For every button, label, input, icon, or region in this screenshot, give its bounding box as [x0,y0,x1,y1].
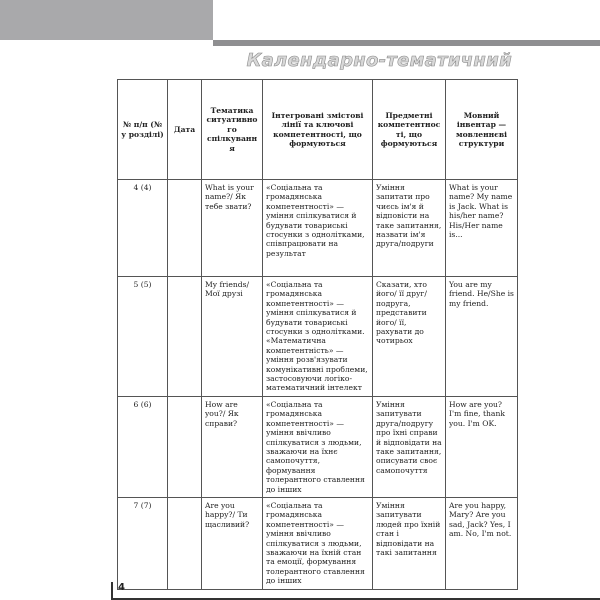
column-header-number: № п/п (№ у розділі) [118,80,168,180]
header-rule [213,40,600,46]
cell-number: 7 (7) [118,497,168,589]
cell-subject-competences: Сказати, хто його/ її друг/подруга, представити його/ її, рахувати до чотирьох [373,277,446,397]
page-title: Календарно-тематичний [246,50,512,71]
table-header-row [118,80,518,180]
page-number: 4 [118,582,125,593]
cell-topic: What is your name?/ Як тебе звати? [202,180,263,277]
table-row [118,277,518,397]
column-header-subject-competences: Предметні компетентності, що формуються [373,80,446,180]
cell-date [168,396,202,497]
cell-number: 6 (6) [118,396,168,497]
column-header-competences: Інтегровані змістові лінії та ключові компетентності, що формуються [263,80,373,180]
cell-subject-competences: Уміння запитати про чиєсь ім'я й відповісти на таке запитання, назвати ім'я друга/подруги [373,180,446,277]
cell-competences: «Соціальна та громадянська компетентності» — уміння ввічливо спілкуватися з людьми, зважаючи на їхній стан та емоції, формування толерантного ставлення до інших [263,497,373,589]
page-corner-mark [0,580,600,600]
cell-date [168,497,202,589]
cell-competences: «Соціальна та громадянська компетентності» — уміння спілкуватися й будувати товариські стосунки з однолітками. «Математична компетентність» — уміння розв'язувати комунікативні проблеми, застосовуючи логіко-математичний інтелект [263,277,373,397]
cell-subject-competences: Уміння запитувати друга/подругу про їхні справи й відповідати на таке запитання, описувати своє самопочуття [373,396,446,497]
column-header-topic: Тематика ситуативного спілкування [202,80,263,180]
cell-competences: «Соціальна та громадянська компетентності» — уміння ввічливо спілкуватися з людьми, зважаючи на їхнє самопочуття, формування толерантного ставлення до інших [263,396,373,497]
cell-language-inventory: Are you happy, Mary? Are you sad, Jack? Yes, I am. No, I'm not. [446,497,518,589]
header-gray-block [0,0,213,40]
cell-language-inventory: How are you? I'm fine, thank you. I'm OK. [446,396,518,497]
column-header-date: Дата [168,80,202,180]
cell-language-inventory: What is your name? My name is Jack. What is his/her name? His/Her name is... [446,180,518,277]
cell-number: 5 (5) [118,277,168,397]
cell-topic: Are you happy?/ Ти щасливий? [202,497,263,589]
table-row [118,497,518,589]
lesson-plan-table [117,79,518,590]
table-row [118,396,518,497]
cell-topic: How are you?/ Як справи? [202,396,263,497]
table-row [118,180,518,277]
cell-topic: My friends/ Мої друзі [202,277,263,397]
cell-number: 4 (4) [118,180,168,277]
cell-competences: «Соціальна та громадянська компетентності» — уміння спілкуватися й будувати товариські стосунки з однолітками, співпрацювати на результат [263,180,373,277]
column-header-language-inventory: Мовний інвентар — мовленнєві структури [446,80,518,180]
cell-date [168,180,202,277]
cell-subject-competences: Уміння запитувати людей про їхній стан і відповідати на такі запитання [373,497,446,589]
cell-language-inventory: You are my friend. He/She is my friend. [446,277,518,397]
cell-date [168,277,202,397]
